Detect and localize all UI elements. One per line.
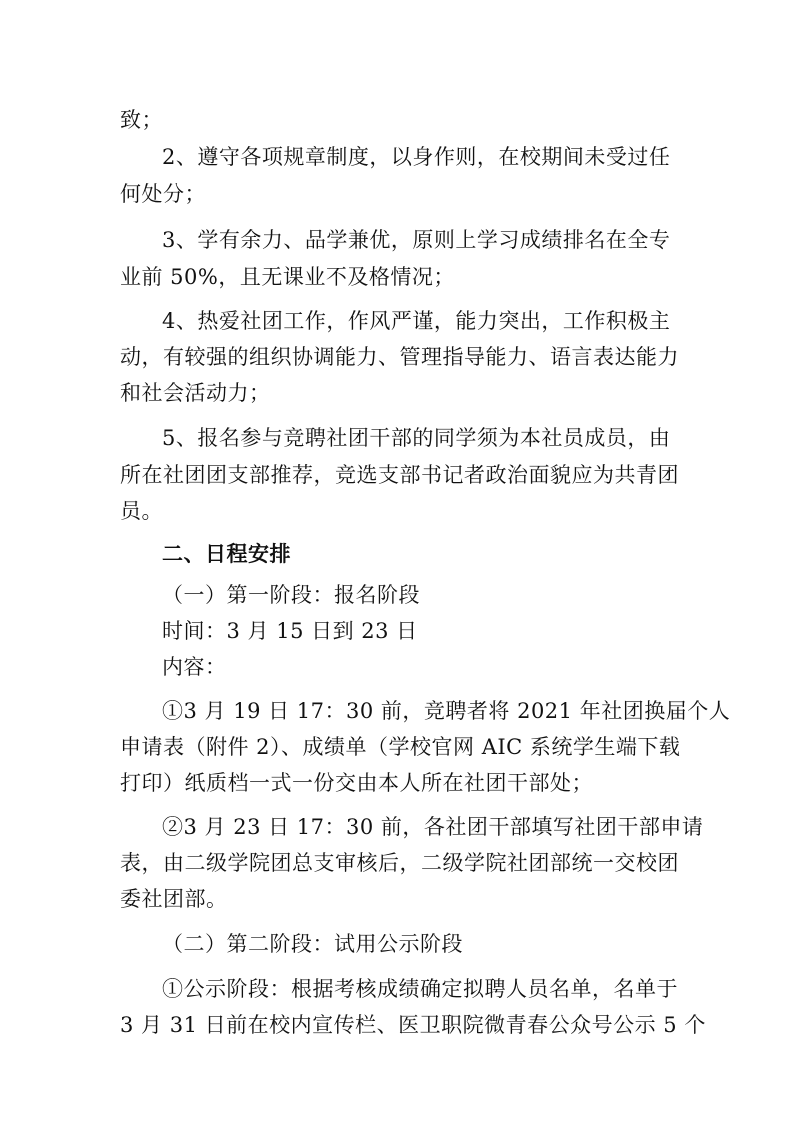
text-line: 委社团部。 xyxy=(120,887,228,911)
text-line: ②3 月 23 日 17：30 前，各社团干部填写社团干部申请 xyxy=(162,815,704,839)
text-line: 内容： xyxy=(162,655,227,679)
subsection-heading: （二）第二阶段：试用公示阶段 xyxy=(162,932,463,956)
text-line: 时间：3 月 15 日到 23 日 xyxy=(162,619,418,643)
text-line: 打印）纸质档一式一份交由本人所在社团干部处； xyxy=(120,771,593,795)
text-line: 和社会活动力； xyxy=(120,381,271,405)
text-line: 2、遵守各项规章制度，以身作则，在校期间未受过任 xyxy=(162,145,671,169)
section-heading: 二、日程安排 xyxy=(162,542,291,566)
text-line: 3、学有余力、品学兼优，原则上学习成绩排名在全专 xyxy=(162,228,671,252)
subsection-heading: （一）第一阶段：报名阶段 xyxy=(162,583,420,607)
text-line: 4、热爱社团工作，作风严谨，能力突出，工作积极主 xyxy=(162,309,671,333)
text-line: 员。 xyxy=(120,499,163,523)
text-line: 何处分； xyxy=(120,182,206,206)
text-line: 3 月 31 日前在校内宣传栏、医卫职院微青春公众号公示 5 个 xyxy=(120,1013,706,1037)
text-line: 致； xyxy=(120,108,163,132)
text-line: ①3 月 19 日 17：30 前，竞聘者将 2021 年社团换届个人 xyxy=(162,699,731,723)
text-line: 业前 50%，且无课业不及格情况； xyxy=(120,265,455,289)
text-line: ①公示阶段：根据考核成绩确定拟聘人员名单，名单于 xyxy=(162,977,678,1001)
text-line: 所在社团团支部推荐，竞选支部书记者政治面貌应为共青团 xyxy=(120,463,679,487)
text-line: 动，有较强的组织协调能力、管理指导能力、语言表达能力 xyxy=(120,345,679,369)
text-line: 表，由二级学院团总支审核后，二级学院社团部统一交校团 xyxy=(120,851,679,875)
text-line: 申请表（附件 2）、成绩单（学校官网 AIC 系统学生端下载 xyxy=(120,735,681,759)
text-line: 5、报名参与竞聘社团干部的同学须为本社员成员，由 xyxy=(162,426,671,450)
